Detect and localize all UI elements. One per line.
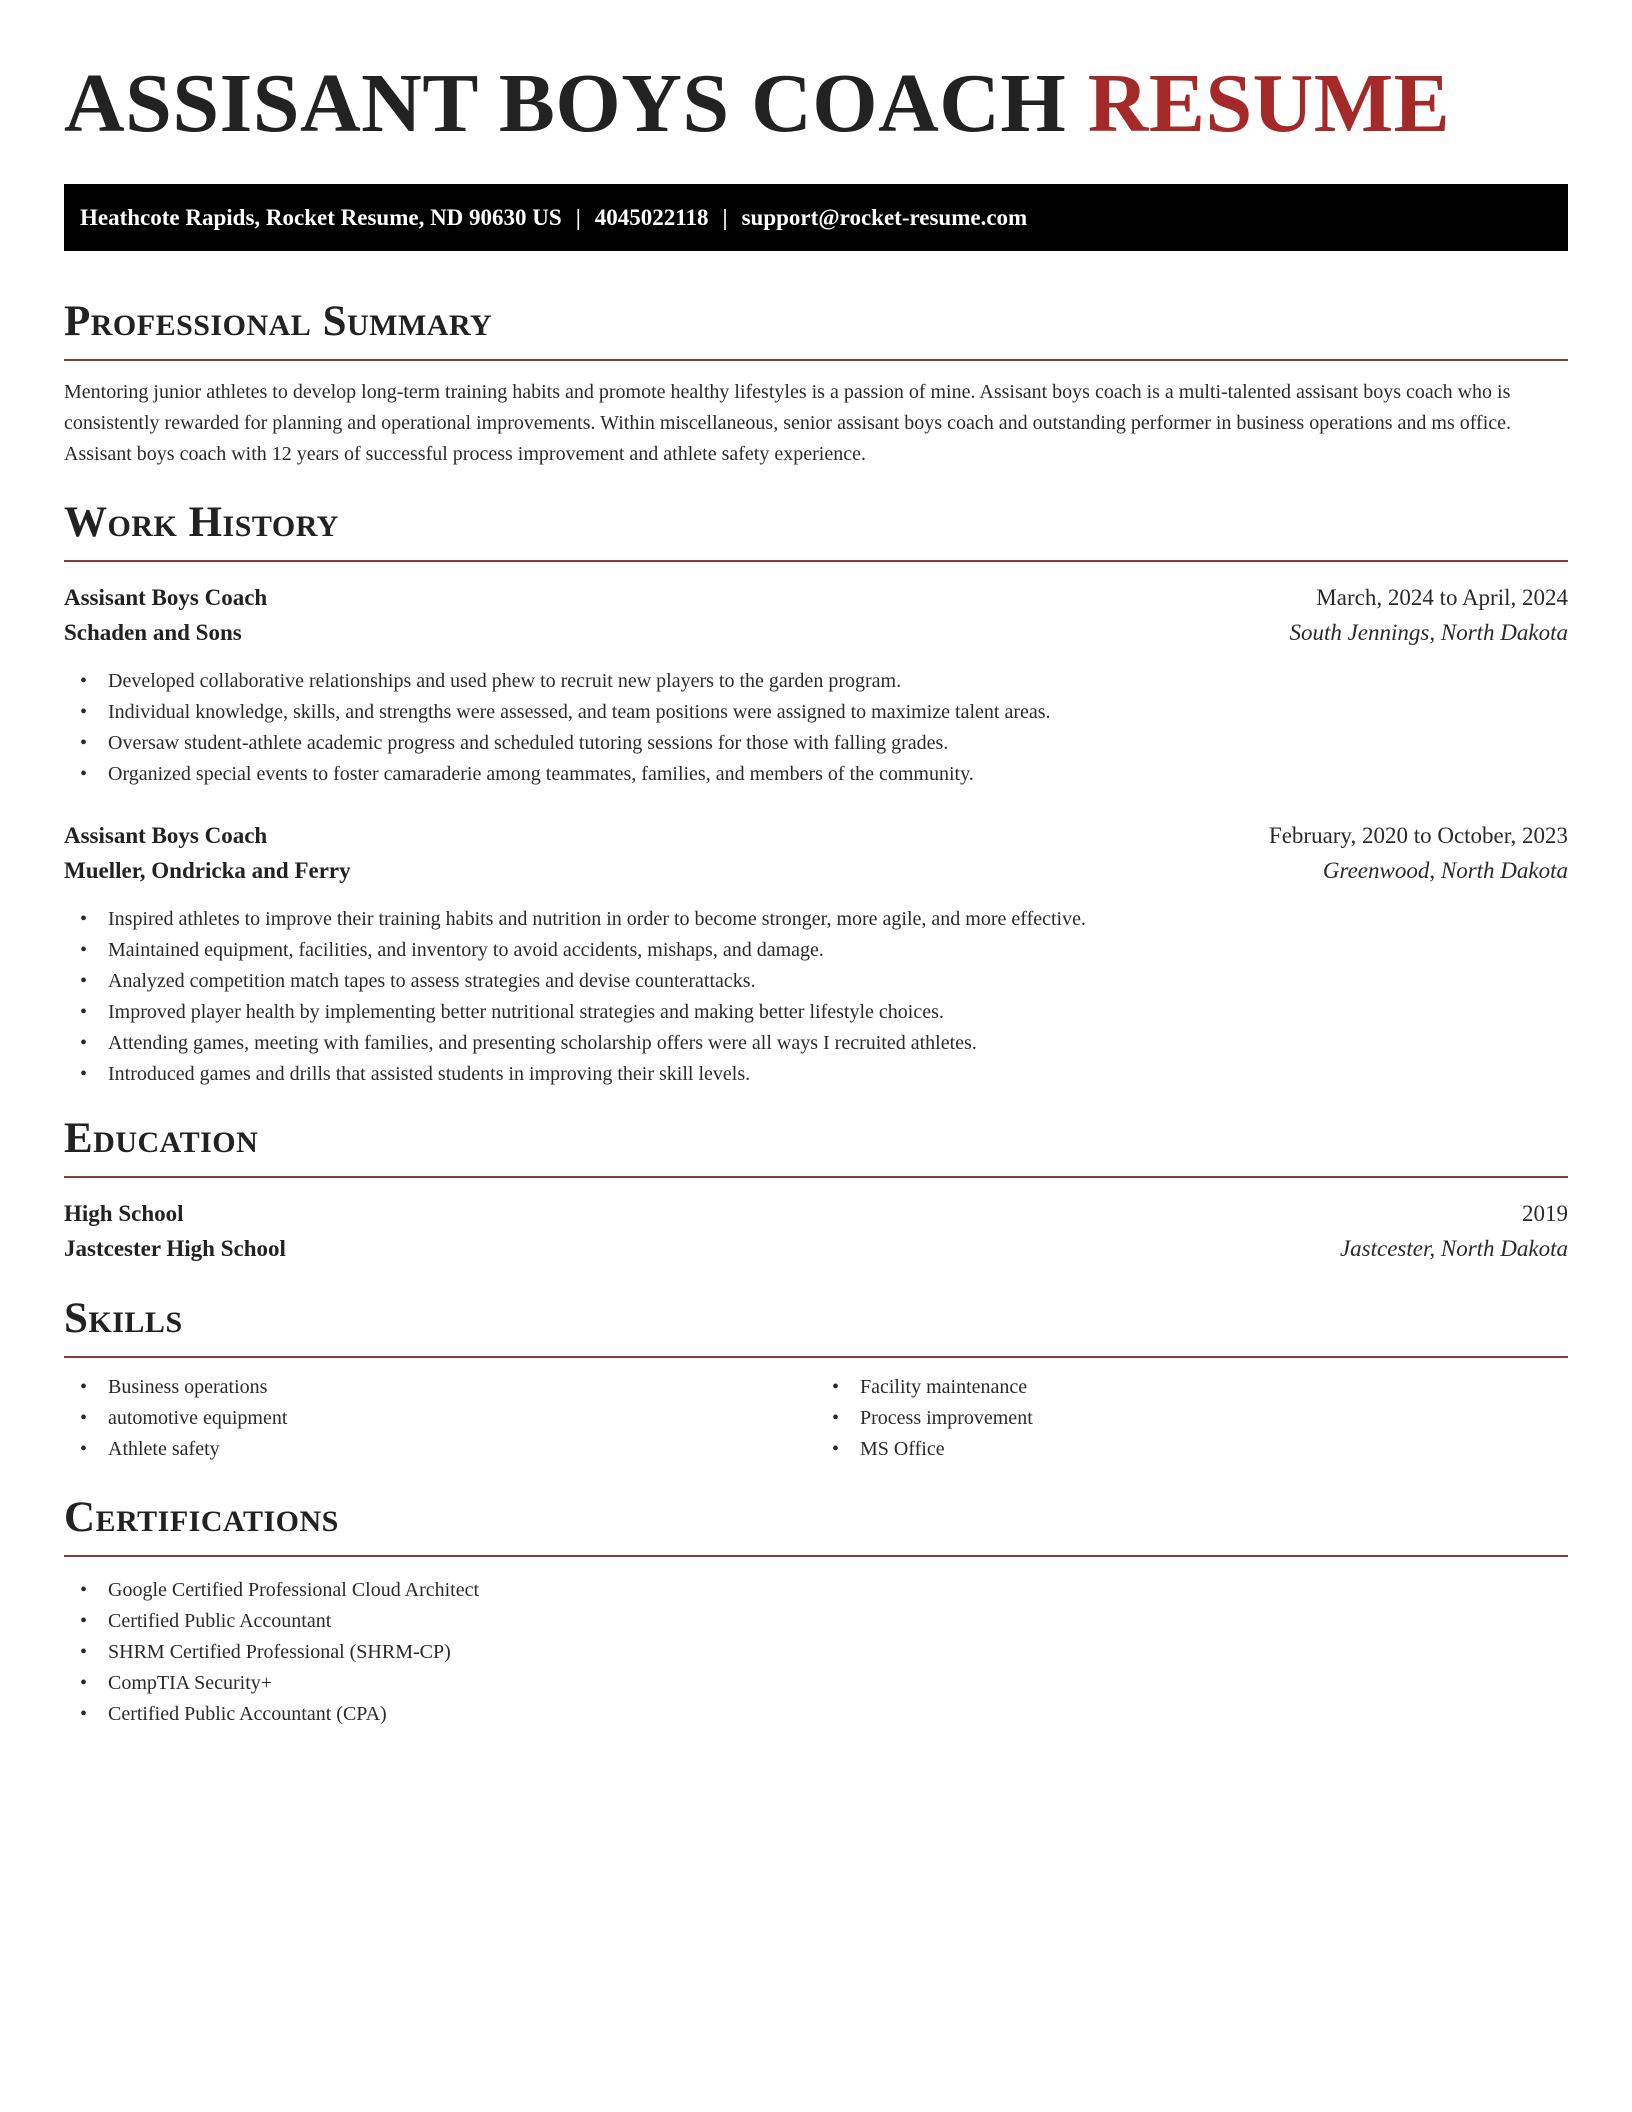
summary-section: [64, 295, 1568, 470]
title-accent: RESUME: [1087, 57, 1451, 150]
section-divider: [64, 359, 1568, 361]
contact-email: support@rocket-resume.com: [741, 205, 1028, 230]
job-title-row: [64, 818, 1568, 853]
job-entry: [64, 580, 1568, 790]
list-item: • Maintained equipment, facilities, and inventory to avoid accidents, mishaps, and damage.: [80, 935, 1568, 966]
section-divider: [64, 1356, 1568, 1358]
contact-address: Heathcote Rapids, Rocket Resume, ND 90630 US: [80, 205, 562, 230]
summary-text: Mentoring junior athletes to develop long-term training habits and promote healthy lifestyles is a passion of mine. Assisant boys coach is a multi-talented assisant boys coach who is consistently rewarded for planning and operational improvements. Within miscellaneous, senior assisant boys coach and outstanding performer in business operations and ms office. Assisant boys coach with 12 years of successful process improvement and athlete safety experience.: [64, 381, 1512, 465]
skills-list-left: [64, 1372, 816, 1465]
skills-heading: Skills: [64, 1295, 183, 1342]
section-divider: [64, 1555, 1568, 1557]
education-entry: [64, 1196, 1568, 1266]
skills-section: [64, 1292, 1568, 1465]
resume-title: [64, 0, 1568, 152]
list-item: • MS Office: [832, 1434, 1568, 1465]
certifications-heading: Certifications: [64, 1494, 339, 1541]
job-title: Assisant Boys Coach: [64, 585, 268, 610]
certifications-list: [64, 1575, 1568, 1730]
education-year: 2019: [1522, 1201, 1568, 1226]
job-bullets: [64, 666, 1568, 790]
list-item: • Google Certified Professional Cloud Architect: [80, 1575, 1568, 1606]
contact-separator: |: [575, 205, 581, 230]
list-item: • Introduced games and drills that assisted students in improving their skill levels.: [80, 1059, 1568, 1090]
list-item: • Certified Public Accountant: [80, 1606, 1568, 1637]
education-school: Jastcester High School: [64, 1236, 286, 1261]
list-item: • Attending games, meeting with families, and presenting scholarship offers were all ways I recruited athletes.: [80, 1028, 1568, 1059]
job-company: Mueller, Ondricka and Ferry: [64, 858, 351, 883]
job-location: South Jennings, North Dakota: [1289, 620, 1568, 645]
education-heading: Education: [64, 1115, 259, 1162]
job-company-row: [64, 853, 1568, 888]
list-item: • Analyzed competition match tapes to assess strategies and devise counterattacks.: [80, 966, 1568, 997]
list-item: • Improved player health by implementing better nutritional strategies and making better lifestyle choices.: [80, 997, 1568, 1028]
job-title: Assisant Boys Coach: [64, 823, 268, 848]
title-main: ASSISANT BOYS COACH: [64, 57, 1067, 150]
list-item: • Process improvement: [832, 1403, 1568, 1434]
list-item: • Business operations: [80, 1372, 816, 1403]
list-item: • Developed collaborative relationships and used phew to recruit new players to the garden program.: [80, 666, 1568, 697]
job-company: Schaden and Sons: [64, 620, 242, 645]
skills-list-right: [816, 1372, 1568, 1465]
list-item: • Inspired athletes to improve their training habits and nutrition in order to become stronger, more agile, and more effective.: [80, 904, 1568, 935]
education-location: Jastcester, North Dakota: [1339, 1236, 1568, 1261]
education-degree-row: [64, 1196, 1568, 1231]
list-item: • automotive equipment: [80, 1403, 816, 1434]
job-dates: February, 2020 to October, 2023: [1268, 823, 1568, 848]
list-item: • SHRM Certified Professional (SHRM-CP): [80, 1637, 1568, 1668]
list-item: • CompTIA Security+: [80, 1668, 1568, 1699]
section-divider: [64, 1176, 1568, 1178]
job-bullets: [64, 904, 1568, 1090]
list-item: • Athlete safety: [80, 1434, 816, 1465]
contact-separator: |: [722, 205, 728, 230]
skills-grid: [64, 1372, 1568, 1465]
job-entry: [64, 818, 1568, 1090]
work-history-heading: Work History: [64, 499, 339, 546]
job-title-row: [64, 580, 1568, 615]
education-section: [64, 1112, 1568, 1266]
list-item: • Individual knowledge, skills, and strengths were assessed, and team positions were assigned to maximize talent areas.: [80, 697, 1568, 728]
section-divider: [64, 560, 1568, 562]
education-degree: High School: [64, 1201, 184, 1226]
list-item: • Oversaw student-athlete academic progress and scheduled tutoring sessions for those with falling grades.: [80, 728, 1568, 759]
summary-heading: Professional Summary: [64, 298, 493, 345]
work-history-section: [64, 496, 1568, 1090]
list-item: • Certified Public Accountant (CPA): [80, 1699, 1568, 1730]
job-location: Greenwood, North Dakota: [1322, 858, 1568, 883]
contact-bar: [64, 184, 1568, 251]
list-item: • Organized special events to foster camaraderie among teammates, families, and members of the community.: [80, 759, 1568, 790]
job-dates: March, 2024 to April, 2024: [1316, 585, 1568, 610]
job-company-row: [64, 615, 1568, 650]
list-item: • Facility maintenance: [832, 1372, 1568, 1403]
certifications-section: [64, 1491, 1568, 1730]
education-school-row: [64, 1231, 1568, 1266]
contact-phone: 4045022118: [594, 205, 709, 230]
